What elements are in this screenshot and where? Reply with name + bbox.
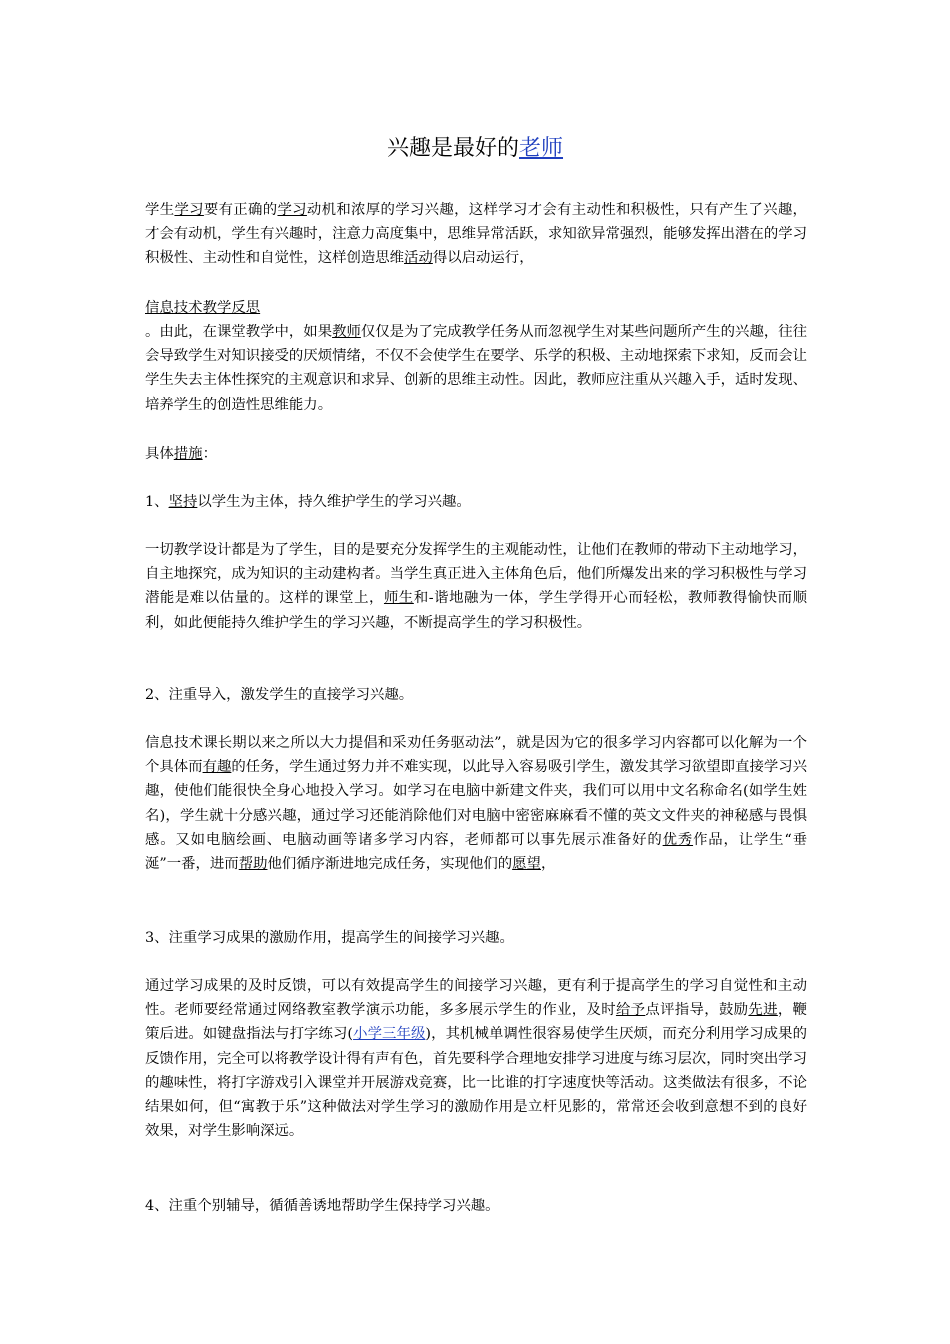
link-activity[interactable]: 活动 [404,250,433,267]
text-run: 得以启动运行， [432,250,534,267]
reflection-heading-text[interactable]: 信息技术教学反思 [145,300,261,316]
text-run: 4、注重个别辅导，循循善诱地帮助学生保持学习兴趣。 [145,1198,500,1214]
text-run: ， [540,856,556,873]
text-run: 信息技术课长期以来之所以大力提倡和采劝任务驱动法”，就是因为它的很多学习内容都可以化解为一个个具体而 [145,735,807,776]
link-study-2[interactable]: 学习 [277,202,307,218]
link-grade-three[interactable]: 小学三年级 [353,1026,426,1043]
text-run: 要有正确的 [203,202,278,218]
text-run: 具体 [145,446,174,462]
text-run: 学生 [145,202,175,218]
text-run: 动机和浓厚的学习兴趣，这样学习才会有主动性和积极性，只有产生了兴趣，才会有动机，学生有兴趣时，注意力高度集中，思维异常活跃，求知欲异常强烈，能够发挥出潜在的学习积极性、主动性和自觉性，这样创造思维 [145,202,807,267]
title-link-teacher[interactable]: 老师 [519,136,564,161]
heading-item-3 [145,926,807,950]
link-help[interactable]: 帮助 [238,856,268,873]
text-run: ： [202,446,217,462]
paragraph-reflection [145,320,807,417]
title-text: 兴趣是最好的 [386,136,519,161]
text-run: 通过学习成果的及时反馈，可以有效提高学生的间接学习兴趣，更有利于提高学生的学习自觉性和主动性。老师要经常通过网络教室教学演示功能，多多展示学生的作业，及时 [145,978,807,1019]
heading-item-2 [145,683,807,707]
link-study[interactable]: 学习 [174,202,204,218]
text-run: 3、注重学习成果的激励作用，提高学生的间接学习兴趣。 [145,930,514,946]
link-give[interactable]: 给予 [615,1002,646,1019]
paragraph-intro [145,198,807,271]
text-run: )，其机械单调性很容易使学生厌烦，而充分利用学习成果的反馈作用，完全可以将教学设计得有声有色，首先要科学合理地安排学习进度与练习层次，同时突出学习的趣味性，将打字游戏引入课堂并开展游戏竞赛，比一比谁的打字速度快等活动。这类做法有很多，不论结果如何，但“寓教于乐”这种做法对学生学习的激励作用是立杆见影的，常常还会收到意想不到的良好效果，对学生影响深远。 [145,1026,807,1140]
text-run: 1、 [145,494,169,510]
text-run: 他们循序渐进地完成任务，实现他们的 [267,856,513,873]
text-run: 仅仅是为了完成教学任务从而忽视学生对某些问题所产生的兴趣，往往会导致学生对知识接受的厌烦情绪，不仅不会使学生在要学、乐学的积极、主动地探索下求知，反而会让学生失去主体性探究的主观意识和求异、创新的思维主动性。因此，教师应注重从兴趣入手，适时发现、培养学生的创造性思维能力。 [145,324,808,413]
text-run: 点评指导，鼓励 [645,1002,749,1019]
text-run: 的任务，学生通过努力并不难实现，以此导入容易吸引学生，激发其学习欲望即直接学习兴趣，使他们能很快全身心地投入学习。如学习在电脑中新建文件夹，我们可以用中文名称命名(如学生姓名)，学生就十分感兴趣，通过学习还能消除他们对电脑中密密麻麻看不懂的英文文件夹的神秘感与畏惧感。又如电脑绘画、电脑动画等诸多学习内容，老师都可以事先展示准备好的 [145,759,808,848]
paragraph-item-2 [145,731,807,876]
link-wish[interactable]: 愿望 [512,856,541,873]
text-run: ，鞭策后进。如键盘指法与打字练习( [145,1002,807,1043]
paragraph-item-3 [145,974,807,1143]
link-reflection-heading[interactable] [145,296,807,320]
paragraph-item-1 [145,538,807,635]
link-teacher[interactable]: 教师 [332,324,361,340]
text-run: 以学生为主体，持久维护学生的学习兴趣。 [197,494,471,510]
link-excellent[interactable]: 优秀 [662,831,694,848]
text-run: 作品，让学生“垂涎”一番，进而 [145,831,807,873]
text-run: 一切教学设计都是为了学生，目的是要充分发挥学生的主观能动性，让他们在教师的带动下主动地学习，自主地探究，成为知识的主动建构者。当学生真正进入主体角色后，他们所爆发出来的学习积极性与学习潜能是难以估量的。这样的课堂上， [145,542,807,607]
text-run: 和-谐地融为一体，学生学得开心而轻松，教师教得愉快而顺利，如此便能持久维护学生的学习兴趣，不断提高学生的学习积极性。 [145,590,807,631]
link-persist[interactable]: 坚持 [168,494,198,510]
text-run: 2、注重导入，激发学生的直接学习兴趣。 [145,687,414,703]
text-run: 。由此，在课堂教学中，如果 [145,324,333,340]
link-measures[interactable]: 措施 [173,446,203,462]
paragraph-measures [145,442,807,466]
heading-item-1 [145,490,807,514]
document-title [0,133,950,165]
link-advanced[interactable]: 先进 [748,1002,778,1019]
link-teachers-students[interactable]: 师生 [383,590,414,607]
heading-item-4 [145,1194,807,1218]
link-interesting[interactable]: 有趣 [202,759,232,776]
